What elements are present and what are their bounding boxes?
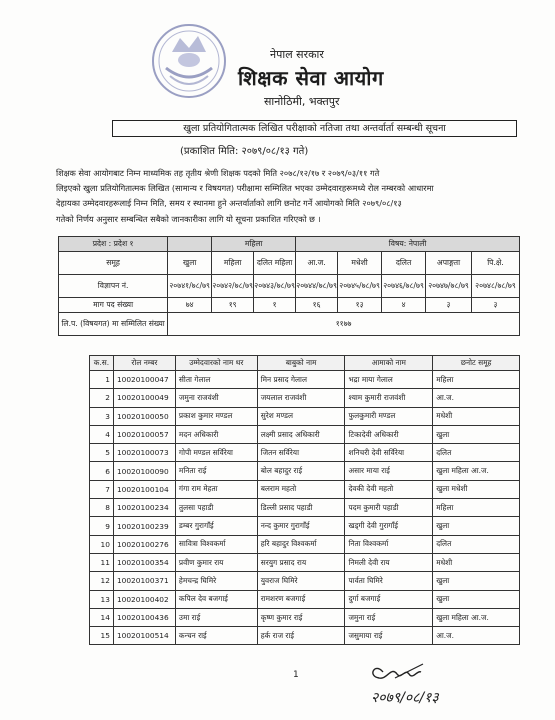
roll-number-cell: 10020100514 bbox=[113, 627, 175, 645]
father-name-cell: रामशरण बजगाई bbox=[257, 590, 345, 608]
mother-name-cell: श्याम कुमारी राजवंशी bbox=[345, 389, 433, 407]
ad-number-cell: २०७४३/७८/७९ bbox=[254, 275, 296, 298]
mother-name-cell: निमली देवी राय bbox=[345, 553, 433, 571]
roll-number-cell: 10020100371 bbox=[113, 572, 175, 590]
mother-name-cell: जमुना राई bbox=[345, 608, 433, 626]
column-header: बाबुको नाम bbox=[257, 356, 345, 371]
organization-title: शिक्षक सेवा आयोग bbox=[238, 66, 384, 90]
father-name-cell: हरि बहादुर विश्वकर्मा bbox=[257, 535, 345, 553]
selected-group-cell: मधेशी bbox=[433, 553, 520, 571]
roll-number-cell: 10020100090 bbox=[113, 462, 175, 480]
demand-cell: ३ bbox=[472, 298, 520, 313]
results-header-row bbox=[90, 356, 520, 371]
ad-number-cell: २०७४७/७८/७९ bbox=[426, 275, 472, 298]
roll-number-cell: 10020100354 bbox=[113, 553, 175, 571]
roll-number-cell: 10020100073 bbox=[113, 444, 175, 462]
demand-cell: १ bbox=[254, 298, 296, 313]
demand-cell: १६ bbox=[296, 298, 338, 313]
total-label: लि.प. (विषयगत) मा सम्मिलित संख्या bbox=[59, 313, 168, 336]
mother-name-cell: असार माया राई bbox=[345, 462, 433, 480]
mother-name-cell: देवकी देवी महतो bbox=[345, 480, 433, 498]
table-row bbox=[90, 553, 520, 571]
group-cell: महिला bbox=[212, 252, 254, 275]
serial-cell: 1 bbox=[90, 371, 114, 389]
candidate-name-cell: गोपी मण्डल सर्विरेया bbox=[175, 444, 257, 462]
notice-paragraph bbox=[56, 166, 518, 227]
roll-number-cell: 10020100050 bbox=[113, 407, 175, 425]
serial-cell: 14 bbox=[90, 608, 114, 626]
table-row bbox=[90, 425, 520, 443]
ad-number-cell: २०७४६/७८/७९ bbox=[382, 275, 426, 298]
father-name-cell: डिल्ली प्रसाद पहाडी bbox=[257, 499, 345, 517]
demand-cell: १९ bbox=[212, 298, 254, 313]
father-name-cell: हर्क राज राई bbox=[257, 627, 345, 645]
father-name-cell: बोल बहादुर राई bbox=[257, 462, 345, 480]
serial-cell: 8 bbox=[90, 499, 114, 517]
group-label: समूह bbox=[59, 252, 168, 275]
table-row bbox=[90, 389, 520, 407]
mother-name-cell: फुलकुमारी मण्डल bbox=[345, 407, 433, 425]
group-cell: खुला bbox=[168, 252, 212, 275]
selected-group-cell: खुला bbox=[433, 517, 520, 535]
ad-number-cell: २०७४५/७८/७९ bbox=[338, 275, 382, 298]
female-group-header: महिला bbox=[212, 237, 296, 252]
candidate-name-cell: प्रवीण कुमार राय bbox=[175, 553, 257, 571]
serial-cell: 10 bbox=[90, 535, 114, 553]
mother-name-cell: निता विश्वकर्मा bbox=[345, 535, 433, 553]
roll-number-cell: 10020100104 bbox=[113, 480, 175, 498]
table-row bbox=[90, 499, 520, 517]
page-number: 1 bbox=[293, 670, 299, 680]
roll-number-cell: 10020100402 bbox=[113, 590, 175, 608]
selected-group-cell: खुला महिला आ.ज. bbox=[433, 608, 520, 626]
candidate-name-cell: उमा राई bbox=[175, 608, 257, 626]
mother-name-cell: पदम कुमारी पहाडी bbox=[345, 499, 433, 517]
total-cell: ११७७ bbox=[168, 313, 520, 336]
father-name-cell: सरयुग प्रसाद राय bbox=[257, 553, 345, 571]
father-name-cell: युवराज घिमिरे bbox=[257, 572, 345, 590]
handwritten-signature bbox=[365, 658, 495, 706]
father-name-cell: मिन प्रसाद गेलाल bbox=[257, 371, 345, 389]
candidate-name-cell: मदन अधिकारी bbox=[175, 425, 257, 443]
candidate-name-cell: प्रकाश कुमार मण्डल bbox=[175, 407, 257, 425]
table-row bbox=[90, 535, 520, 553]
serial-cell: 15 bbox=[90, 627, 114, 645]
ad-number-cell: २०७४४/७८/७९ bbox=[296, 275, 338, 298]
paragraph-line: लिइएको खुला प्रतियोगितात्मक लिखित (सामान्य र विषयगत) परीक्षामा सम्मिलित भएका उम्मेदवारहरूमध्ये रोल नम्बरको आधारमा bbox=[56, 183, 434, 194]
selected-group-cell: मधेशी bbox=[433, 407, 520, 425]
table-row bbox=[90, 517, 520, 535]
column-header: उम्मेदवारको नाम थर bbox=[175, 356, 257, 371]
column-header: आमाको नाम bbox=[345, 356, 433, 371]
mother-name-cell: शनिचरी देवी सर्विरेया bbox=[345, 444, 433, 462]
selected-group-cell: खुला bbox=[433, 425, 520, 443]
table-row bbox=[90, 480, 520, 498]
subject-header: विषय: नेपाली bbox=[296, 237, 520, 252]
selected-group-cell: दलित bbox=[433, 535, 520, 553]
demand-cell: ३ bbox=[426, 298, 472, 313]
government-seal-icon bbox=[150, 22, 228, 100]
candidate-name-cell: सावित्रा विश्वकर्मा bbox=[175, 535, 257, 553]
candidate-name-cell: हेमचन्द्र घिमिरे bbox=[175, 572, 257, 590]
father-name-cell: सुरेश मण्डल bbox=[257, 407, 345, 425]
father-name-cell: नन्द कुमार गुरागाँई bbox=[257, 517, 345, 535]
ad-number-cell: २०७४१/७८/७९ bbox=[168, 275, 212, 298]
group-cell: पि.क्षे. bbox=[472, 252, 520, 275]
serial-cell: 4 bbox=[90, 425, 114, 443]
province-cell: प्रदेश : प्रदेश १ bbox=[59, 237, 168, 252]
table-row bbox=[90, 371, 520, 389]
candidate-name-cell: मनिता राई bbox=[175, 462, 257, 480]
candidate-name-cell: डम्बर गुरागाँई bbox=[175, 517, 257, 535]
ad-number-cell: २०७४२/७८/७९ bbox=[212, 275, 254, 298]
demand-cell: ४ bbox=[382, 298, 426, 313]
serial-cell: 7 bbox=[90, 480, 114, 498]
roll-number-cell: 10020100057 bbox=[113, 425, 175, 443]
mother-name-cell: टिकादेवी अधिकारी bbox=[345, 425, 433, 443]
serial-cell: 6 bbox=[90, 462, 114, 480]
candidate-name-cell: सीता गेलाल bbox=[175, 371, 257, 389]
table-row bbox=[90, 608, 520, 626]
svg-text:२०७९/०८/१३: २०७९/०८/१३ bbox=[371, 690, 439, 706]
table-row bbox=[90, 572, 520, 590]
selected-group-cell: महिला bbox=[433, 499, 520, 517]
paragraph-line: देहायका उम्मेदवारहरूलाई निम्न मिति, समय र स्थानमा हुने अन्तर्वार्ताको लागि छनोट गर्ने आयोगको मिति २०७९/०८/१३ bbox=[56, 198, 402, 209]
mother-name-cell: दुर्गा बजगाई bbox=[345, 590, 433, 608]
table-row bbox=[90, 444, 520, 462]
column-header: छनोट समूह bbox=[433, 356, 520, 371]
demand-cell: ७४ bbox=[168, 298, 212, 313]
serial-cell: 9 bbox=[90, 517, 114, 535]
candidate-name-cell: कन्चन राई bbox=[175, 627, 257, 645]
table-row bbox=[90, 627, 520, 645]
demand-cell: १३ bbox=[338, 298, 382, 313]
father-name-cell: कृष्ण कुमार राई bbox=[257, 608, 345, 626]
selected-group-cell: आ.ज. bbox=[433, 627, 520, 645]
roll-number-cell: 10020100436 bbox=[113, 608, 175, 626]
group-cell: दलित महिला bbox=[254, 252, 296, 275]
serial-cell: 2 bbox=[90, 389, 114, 407]
candidate-name-cell: कपिल देव बजगाई bbox=[175, 590, 257, 608]
candidate-name-cell: जमुना राजवंशी bbox=[175, 389, 257, 407]
roll-number-cell: 10020100049 bbox=[113, 389, 175, 407]
table-row bbox=[90, 462, 520, 480]
notice-date: (प्रकाशित मिति: २०७९/०८/१३ गते) bbox=[180, 146, 309, 157]
table-row bbox=[90, 590, 520, 608]
father-name-cell: लक्ष्मी प्रसाद अधिकारी bbox=[257, 425, 345, 443]
demand-label: माग पद संख्या bbox=[59, 298, 168, 313]
serial-cell: 5 bbox=[90, 444, 114, 462]
notice-title: खुला प्रतियोगितात्मक लिखित परीक्षाको नतिजा तथा अन्तर्वार्ता सम्बन्धी सूचना bbox=[112, 120, 517, 137]
ad-label: विज्ञापन नं. bbox=[59, 275, 168, 298]
father-name-cell: जयलाल राजवंशी bbox=[257, 389, 345, 407]
results-table bbox=[89, 355, 520, 645]
roll-number-cell: 10020100047 bbox=[113, 371, 175, 389]
selected-group-cell: खुला bbox=[433, 590, 520, 608]
selected-group-cell: दलित bbox=[433, 444, 520, 462]
column-header: क.स. bbox=[90, 356, 114, 371]
organization-address: सानोठिमी, भक्तपुर bbox=[264, 95, 340, 108]
serial-cell: 12 bbox=[90, 572, 114, 590]
father-name-cell: जितन सर्विरेया bbox=[257, 444, 345, 462]
mother-name-cell: खड्गी देवी गुरागाँई bbox=[345, 517, 433, 535]
table-row bbox=[90, 407, 520, 425]
mother-name-cell: पार्वता घिमिरे bbox=[345, 572, 433, 590]
selected-group-cell: आ.ज. bbox=[433, 389, 520, 407]
roll-number-cell: 10020100239 bbox=[113, 517, 175, 535]
paragraph-line: गतेको निर्णय अनुसार सम्बन्धित सबैको जानकारीका लागि यो सूचना प्रकाशित गरिएको छ । bbox=[56, 213, 321, 224]
ad-number-cell: २०७४८/७८/७९ bbox=[472, 275, 520, 298]
mother-name-cell: जसुमाया राई bbox=[345, 627, 433, 645]
roll-number-cell: 10020100234 bbox=[113, 499, 175, 517]
government-name: नेपाल सरकार bbox=[270, 48, 324, 61]
serial-cell: 13 bbox=[90, 590, 114, 608]
serial-cell: 11 bbox=[90, 553, 114, 571]
roll-number-cell: 10020100276 bbox=[113, 535, 175, 553]
candidate-name-cell: तुलसा पहाडी bbox=[175, 499, 257, 517]
group-cell: अपाङ्गता bbox=[426, 252, 472, 275]
candidate-name-cell: गंगा राम मेहता bbox=[175, 480, 257, 498]
paragraph-line: शिक्षक सेवा आयोगबाट निम्न माध्यमिक तह तृतीय श्रेणी शिक्षक पदको मिति २०७८/१२/१७ र २०७९/०३/११ गते bbox=[56, 168, 380, 178]
selected-group-cell: खुला महिला आ.ज. bbox=[433, 462, 520, 480]
vacancy-summary-table bbox=[58, 236, 520, 336]
group-cell: दलित bbox=[382, 252, 426, 275]
group-cell: आ.ज. bbox=[296, 252, 338, 275]
serial-cell: 3 bbox=[90, 407, 114, 425]
group-cell: मधेशी bbox=[338, 252, 382, 275]
selected-group-cell: खुला bbox=[433, 572, 520, 590]
mother-name-cell: भद्रा माया गेलाल bbox=[345, 371, 433, 389]
selected-group-cell: खुला मधेशी bbox=[433, 480, 520, 498]
column-header: रोल नम्बर bbox=[113, 356, 175, 371]
father-name-cell: बलराम महतो bbox=[257, 480, 345, 498]
selected-group-cell: महिला bbox=[433, 371, 520, 389]
